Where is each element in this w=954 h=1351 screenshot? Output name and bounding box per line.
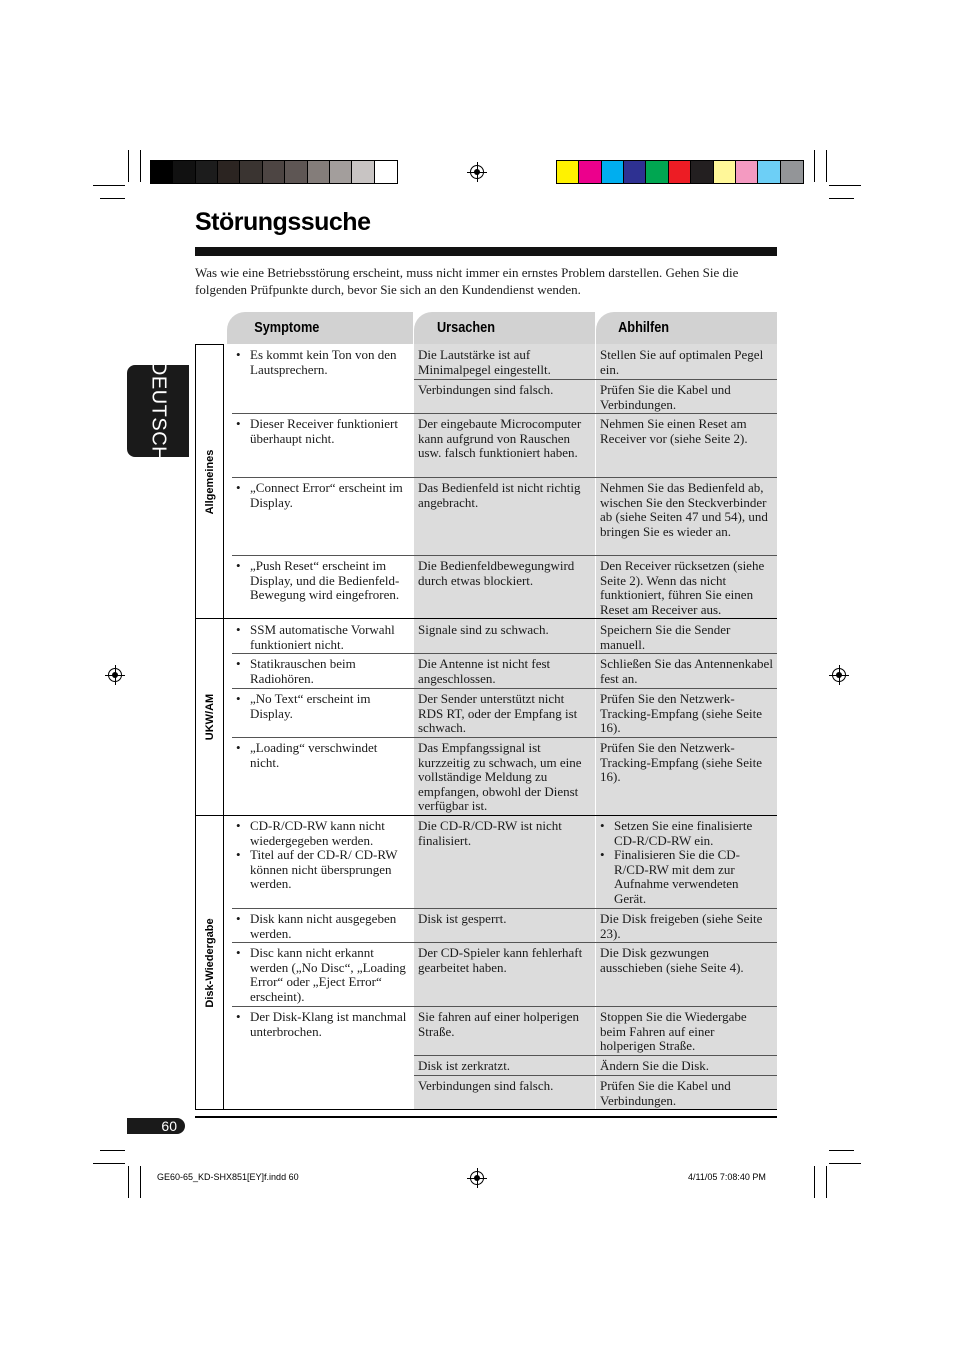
color-calibration-bar	[556, 160, 804, 184]
color-swatch	[151, 161, 173, 183]
symptom-text: • „Connect Error“ erscheint im Display.	[236, 481, 409, 510]
cause-cell: Signale sind zu schwach.	[414, 620, 595, 638]
cause-cell: Die Bedienfeldbewegungwird durch etwas blockiert.	[414, 556, 595, 588]
color-swatch	[669, 161, 691, 183]
crop-mark	[826, 1166, 827, 1198]
crop-mark	[100, 198, 125, 199]
grayscale-calibration-bar	[150, 160, 398, 184]
remedy-cell: Speichern Sie die Sender manuell.	[596, 620, 777, 652]
registration-mark-icon	[470, 165, 484, 179]
section-label-fm-am	[195, 618, 224, 816]
symptom-text: • „Push Reset“ erscheint im Display, und die Bedienfeld-Bewegung wird eingefroren.	[236, 559, 409, 603]
cause-cell: Die Antenne ist nicht fest angeschlossen.	[414, 654, 595, 686]
cause-cell: Verbindungen sind falsch.	[414, 1076, 595, 1094]
symptom-text: • Dieser Receiver funktioniert überhaupt nicht.	[236, 417, 409, 446]
crop-mark	[829, 1163, 861, 1164]
color-swatch	[579, 161, 601, 183]
crop-mark	[829, 185, 861, 186]
crop-mark	[128, 1166, 129, 1198]
title-rule	[195, 247, 777, 256]
remedy-cell: Prüfen Sie den Netzwerk-Tracking-Empfang (siehe Seite 16).	[596, 689, 777, 736]
cause-cell: Disk ist zerkratzt.	[414, 1056, 595, 1074]
color-swatch	[646, 161, 668, 183]
remedy-cell	[596, 816, 777, 907]
color-swatch	[624, 161, 646, 183]
header-remedies	[596, 312, 777, 344]
cause-cell: Das Empfangssignal ist kurzzeitig zu schwach, um eine vollständige Meldung zu empfangen, obwohl der Dienst verfügbar ist.	[414, 738, 595, 814]
header-symptoms	[227, 312, 413, 344]
color-swatch	[263, 161, 285, 183]
footer-file-slug: GE60-65_KD-SHX851[EY]f.indd 60	[157, 1172, 299, 1182]
table-bottom-border	[195, 1109, 777, 1110]
remedy-cell: Stoppen Sie die Wiedergabe beim Fahren auf einer holperigen Straße.	[596, 1007, 777, 1054]
color-swatch	[173, 161, 195, 183]
section-fm-am-text: UKW/AM	[203, 693, 216, 741]
symptom-text: • Es kommt kein Ton von den Lautsprechern.	[236, 348, 409, 377]
remedy-cell: Nehmen Sie das Bedienfeld ab, wischen Sie den Steckverbinder ab (siehe Seiten 47 und 54), und bringen Sie es wieder an.	[596, 478, 777, 539]
symptom-cell	[232, 414, 413, 446]
registration-mark-icon	[470, 1171, 484, 1185]
remedy-cell: Prüfen Sie die Kabel und Verbindungen.	[596, 1076, 777, 1108]
color-swatch	[352, 161, 374, 183]
header-causes	[414, 312, 595, 344]
section-disc-text: Disk-Wiedergabe	[203, 917, 216, 1008]
footer-date-slug: 4/11/05 7:08:40 PM	[688, 1172, 766, 1182]
crop-mark	[128, 150, 129, 182]
language-tab	[127, 360, 189, 462]
symptom-cell	[232, 556, 413, 603]
symptom-cell	[232, 738, 413, 770]
symptom-cell	[232, 1007, 413, 1039]
cause-cell: Die CD-R/CD-RW ist nicht finalisiert.	[414, 816, 595, 848]
symptom-text: • SSM automatische Vorwahl funktioniert nicht.	[236, 623, 409, 652]
color-swatch	[557, 161, 579, 183]
footer-rule	[195, 1116, 777, 1118]
color-swatch	[240, 161, 262, 183]
remedy-cell: Den Receiver rücksetzen (siehe Seite 2). Wenn das nicht funktioniert, führen Sie einen Reset am Receiver aus.	[596, 556, 777, 617]
symptom-cell	[232, 689, 413, 721]
symptom-cell	[232, 909, 413, 941]
color-swatch	[218, 161, 240, 183]
symptom-cell	[232, 620, 413, 652]
remedy-cell: Schließen Sie das Antennenkabel fest an.	[596, 654, 777, 686]
symptom-text: • Statikrauschen beim Radiohören.	[236, 657, 409, 686]
color-swatch	[375, 161, 397, 183]
symptom-text: • „Loading“ verschwindet nicht.	[236, 741, 409, 770]
remedy-text: • Setzen Sie eine finalisierte CD-R/CD-RW ein.	[600, 819, 773, 848]
cause-cell: Der CD-Spieler kann fehlerhaft gearbeitet haben.	[414, 943, 595, 975]
color-swatch	[781, 161, 803, 183]
cause-cell: Der eingebaute Microcomputer kann aufgrund von Rauschen usw. falsch funktioniert haben.	[414, 414, 595, 461]
color-swatch	[196, 161, 218, 183]
page-title: Störungssuche	[195, 208, 371, 236]
header-symptoms-label: Symptome	[254, 319, 320, 336]
remedy-cell: Die Disk freigeben (siehe Seite 23).	[596, 909, 777, 941]
color-swatch	[285, 161, 307, 183]
section-general-text: Allgemeines	[203, 449, 216, 514]
remedy-text: • Finalisieren Sie die CD-R/CD-RW mit dem zur Aufnahme verwendeten Gerät.	[600, 848, 773, 906]
crop-mark	[93, 185, 125, 186]
crop-mark	[100, 1150, 125, 1151]
crop-mark	[140, 1166, 141, 1198]
color-swatch	[330, 161, 352, 183]
symptom-cell	[232, 816, 413, 892]
registration-mark-icon	[108, 668, 122, 682]
crop-mark	[93, 1163, 125, 1164]
color-swatch	[736, 161, 758, 183]
intro-text: Was wie eine Betriebsstörung erscheint, muss nicht immer ein ernstes Problem darstellen. Gehen Sie die folgenden Prüfpunkte durch, bevor Sie sich an den Kundendienst wenden.	[195, 265, 739, 297]
crop-mark	[826, 150, 827, 182]
header-remedies-label: Abhilfen	[618, 319, 670, 336]
remedy-cell: Prüfen Sie die Kabel und Verbindungen.	[596, 380, 777, 412]
page-number: 60	[127, 1118, 185, 1134]
registration-mark-icon	[832, 668, 846, 682]
cause-cell: Die Lautstärke ist auf Minimalpegel eingestellt.	[414, 345, 595, 377]
symptom-cell	[232, 943, 413, 1004]
color-swatch	[308, 161, 330, 183]
symptom-text: • „No Text“ erscheint im Display.	[236, 692, 409, 721]
remedy-cell: Prüfen Sie den Netzwerk-Tracking-Empfang (siehe Seite 16).	[596, 738, 777, 785]
crop-mark	[814, 1166, 815, 1198]
symptom-cell	[232, 654, 413, 686]
remedy-cell: Stellen Sie auf optimalen Pegel ein.	[596, 345, 777, 377]
cause-cell: Der Sender unterstützt nicht RDS RT, oder der Empfang ist schwach.	[414, 689, 595, 736]
color-swatch	[758, 161, 780, 183]
symptom-cell	[232, 345, 413, 377]
section-label-general	[195, 344, 224, 619]
crop-mark	[814, 150, 815, 182]
header-causes-label: Ursachen	[436, 319, 496, 336]
color-swatch	[602, 161, 624, 183]
symptom-text: • Disc kann nicht erkannt werden („No Disc“, „Loading Error“ oder „Eject Error“ erscheint).	[236, 946, 409, 1004]
symptom-cell	[232, 478, 413, 510]
color-swatch	[691, 161, 713, 183]
cause-cell: Verbindungen sind falsch.	[414, 380, 595, 398]
color-swatch	[714, 161, 736, 183]
crop-mark	[829, 198, 854, 199]
section-divider	[195, 618, 777, 619]
crop-mark	[140, 150, 141, 182]
remedy-cell: Die Disk gezwungen ausschieben (siehe Seite 4).	[596, 943, 777, 975]
symptom-text: • CD-R/CD-RW kann nicht wiedergegeben werden.	[236, 819, 409, 848]
cause-cell: Sie fahren auf einer holperigen Straße.	[414, 1007, 595, 1039]
symptom-text: • Titel auf der CD-R/ CD-RW können nicht übersprungen werden.	[236, 848, 409, 892]
cause-cell: Das Bedienfeld ist nicht richtig angebracht.	[414, 478, 595, 510]
section-label-disc	[195, 815, 224, 1110]
remedy-cell: Ändern Sie die Disk.	[596, 1056, 777, 1074]
symptom-text: • Der Disk-Klang ist manchmal unterbrochen.	[236, 1010, 409, 1039]
cause-cell: Disk ist gesperrt.	[414, 909, 595, 927]
symptom-text: • Disk kann nicht ausgegeben werden.	[236, 912, 409, 941]
crop-mark	[829, 1150, 854, 1151]
remedy-cell: Nehmen Sie einen Reset am Receiver vor (siehe Seite 2).	[596, 414, 777, 446]
language-tab-label: DEUTSCH	[147, 360, 170, 462]
